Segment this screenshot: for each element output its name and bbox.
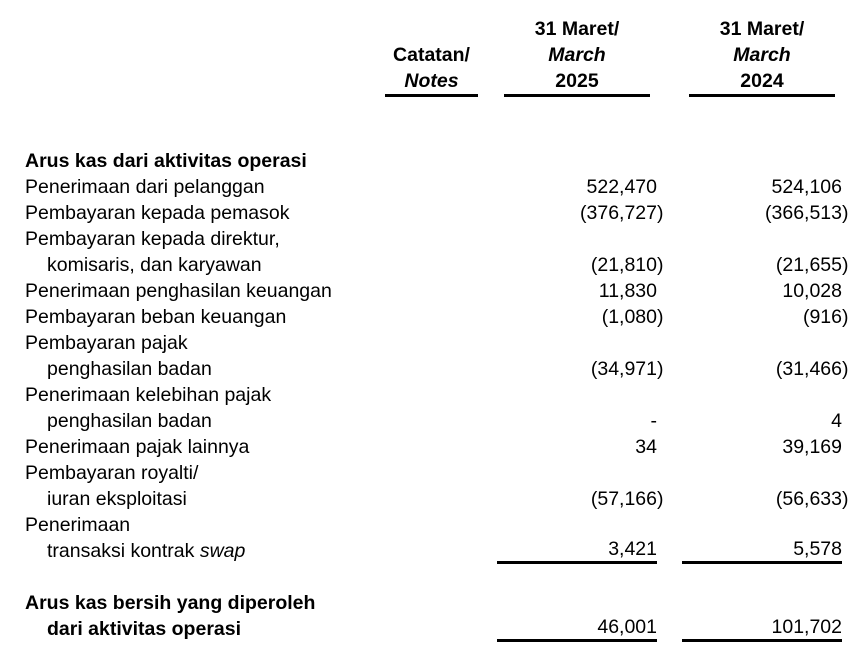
value-2024: 5,578 xyxy=(682,538,842,564)
table-row xyxy=(25,148,842,174)
table-row xyxy=(25,538,842,564)
table-row xyxy=(25,512,842,538)
table-row xyxy=(25,304,849,330)
table-row xyxy=(25,330,842,356)
value-2024: 10,028 xyxy=(782,280,842,302)
value-2025: 34 xyxy=(635,436,657,458)
table-header-row xyxy=(25,16,842,97)
value-2025: (34,971 ) xyxy=(590,358,664,380)
period-2025-month-line-en: March xyxy=(548,44,606,66)
table-row xyxy=(25,174,842,200)
value-2024: (916 ) xyxy=(802,306,849,328)
row-label xyxy=(25,512,385,538)
row-label xyxy=(25,200,385,226)
value-2025: (57,166 ) xyxy=(590,488,664,510)
row-label-part: iuran eksploitasi xyxy=(47,488,187,510)
hanging-paren: ) xyxy=(842,254,849,276)
row-label xyxy=(25,148,385,174)
value-2024: 101,702 xyxy=(682,616,842,642)
table-row xyxy=(25,356,849,382)
value-2025: 11,830 xyxy=(598,280,657,302)
row-label-part: Penerimaan dari pelanggan xyxy=(25,176,265,198)
table-row xyxy=(25,486,849,512)
hanging-paren: ) xyxy=(657,254,664,276)
row-label-part: transaksi kontrak xyxy=(47,540,200,562)
period-2025-header-underline-block xyxy=(504,16,650,97)
row-label-part: Penerimaan pajak lainnya xyxy=(25,436,250,458)
row-spacer xyxy=(25,564,842,590)
table-row xyxy=(25,278,842,304)
period-2024-column-header xyxy=(682,16,842,97)
row-label-part: Arus kas dari aktivitas operasi xyxy=(25,150,307,172)
row-label xyxy=(25,538,385,564)
table-row xyxy=(25,226,842,252)
notes-header-spacer-line xyxy=(385,16,478,42)
value-2025: 3,421 xyxy=(497,538,657,564)
table-row xyxy=(25,382,842,408)
row-label-part: penghasilan badan xyxy=(47,410,212,432)
value-2024: 4 xyxy=(831,410,842,432)
row-label-part: Pembayaran beban keuangan xyxy=(25,306,287,328)
table-row xyxy=(25,408,842,434)
hanging-paren: ) xyxy=(842,358,849,380)
period-2025-column-header xyxy=(497,16,657,97)
row-label xyxy=(25,174,385,200)
value-2025: (376,727 ) xyxy=(580,202,664,224)
row-label-part: Pembayaran kepada pemasok xyxy=(25,202,290,224)
row-label xyxy=(25,434,385,460)
row-label xyxy=(25,486,385,512)
table-row xyxy=(25,616,842,642)
row-label-part: Pembayaran royalti/ xyxy=(25,462,199,484)
value-2025: 522,470 xyxy=(586,176,657,198)
row-label-part: dari aktivitas operasi xyxy=(47,618,242,640)
period-2025-date-line: 31 Maret/ xyxy=(534,18,620,40)
value-2024: 39,169 xyxy=(782,436,842,458)
table-row xyxy=(25,200,849,226)
value-2025: (1,080 ) xyxy=(601,306,664,328)
notes-header-line-en: Notes xyxy=(404,70,459,92)
value-2024: (366,513 ) xyxy=(765,202,849,224)
row-label-part: Penerimaan penghasilan keuangan xyxy=(25,280,332,302)
value-2025: (21,810 ) xyxy=(590,254,664,276)
value-2024: (31,466 ) xyxy=(775,358,849,380)
row-label-part: Penerimaan xyxy=(25,514,131,536)
period-2024-header-underline-block xyxy=(689,16,835,97)
row-label xyxy=(25,278,385,304)
value-2024: 524,106 xyxy=(771,176,842,198)
value-2025: 46,001 xyxy=(497,616,657,642)
row-label xyxy=(25,616,385,642)
row-label xyxy=(25,382,385,408)
hanging-paren: ) xyxy=(842,202,849,224)
period-2024-year-line: 2024 xyxy=(740,70,784,92)
row-label-part: Pembayaran pajak xyxy=(25,332,188,354)
value-2025: - xyxy=(650,410,657,432)
row-label xyxy=(25,226,385,252)
table-row xyxy=(25,434,842,460)
hanging-paren: ) xyxy=(657,306,664,328)
row-label xyxy=(25,304,385,330)
row-label xyxy=(25,590,385,616)
row-label xyxy=(25,356,385,382)
period-2024-month-line-en: March xyxy=(733,44,791,66)
row-label xyxy=(25,460,385,486)
row-label-part: Penerimaan kelebihan pajak xyxy=(25,384,272,406)
row-label-italic-part: swap xyxy=(199,540,246,562)
row-label-part: Pembayaran kepada direktur, xyxy=(25,228,280,250)
notes-header-line-id: Catatan/ xyxy=(393,44,470,66)
statement-rows xyxy=(25,148,849,642)
row-label-part: penghasilan badan xyxy=(47,358,212,380)
table-row xyxy=(25,590,842,616)
table-row xyxy=(25,460,842,486)
value-2024: (21,655 ) xyxy=(775,254,849,276)
table-row xyxy=(25,252,849,278)
hanging-paren: ) xyxy=(657,202,664,224)
period-2024-date-line: 31 Maret/ xyxy=(719,18,805,40)
row-label xyxy=(25,330,385,356)
row-label xyxy=(25,408,385,434)
period-2025-year-line: 2025 xyxy=(555,70,599,92)
hanging-paren: ) xyxy=(657,488,664,510)
hanging-paren: ) xyxy=(657,358,664,380)
hanging-paren: ) xyxy=(842,488,849,510)
row-label-part: Arus kas bersih yang diperoleh xyxy=(25,592,316,614)
value-2024: (56,633 ) xyxy=(775,488,849,510)
hanging-paren: ) xyxy=(842,306,849,328)
row-label xyxy=(25,252,385,278)
notes-column-header xyxy=(385,16,478,97)
row-label-part: komisaris, dan karyawan xyxy=(47,254,262,276)
